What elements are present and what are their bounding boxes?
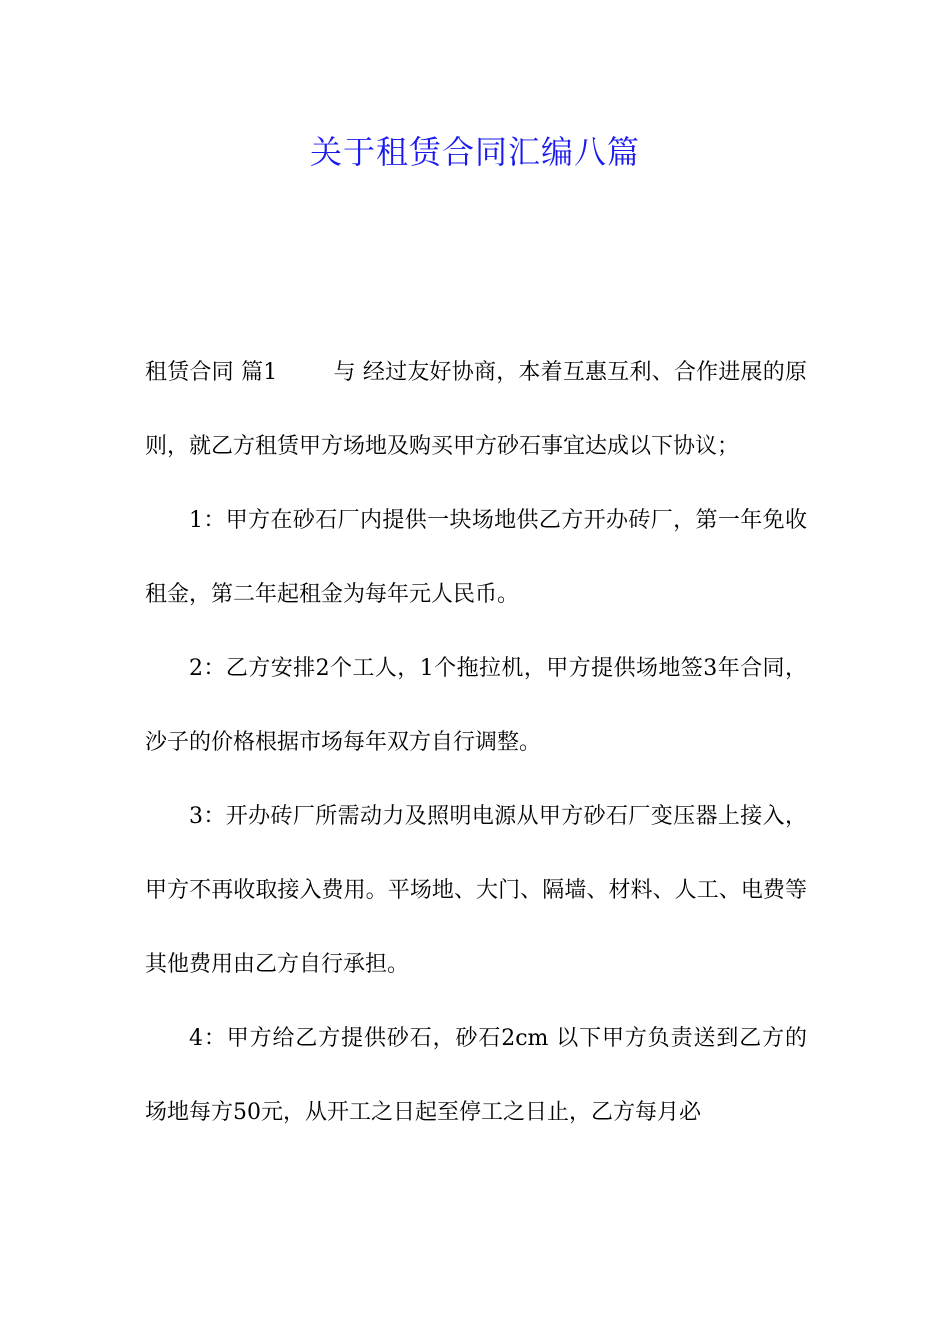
clause-3: 3：开办砖厂所需动力及照明电源从甲方砂石厂变压器上接入，甲方不再收取接入费用。平场地、大门、隔墙、材料、人工、电费等其他费用由乙方自行承担。: [145, 804, 807, 977]
clause-4: 4：甲方给乙方提供砂石，砂石2cm 以下甲方负责送到乙方的场地每方50元，从开工之日起至停工之日止，乙方每月必: [145, 1026, 807, 1125]
clause-1: 1：甲方在砂石厂内提供一块场地供乙方开办砖厂，第一年免收租金，第二年起租金为每年元人民币。: [145, 508, 807, 607]
document-body: [145, 336, 807, 1150]
document-title: 关于租赁合同汇编八篇: [309, 133, 640, 171]
section-label: 租赁合同 篇1: [145, 360, 278, 385]
clause-2: 2：乙方安排2个工人，1个拖拉机，甲方提供场地签3年合同，沙子的价格根据市场每年双方自行调整。: [145, 656, 807, 755]
paragraph-intro-text: 与 经过友好协商，本着互惠互利、合作进展的原则，就乙方租赁甲方场地及购买甲方砂石事宜达成以下协议；: [145, 360, 807, 459]
paragraph-intro: [145, 336, 807, 484]
